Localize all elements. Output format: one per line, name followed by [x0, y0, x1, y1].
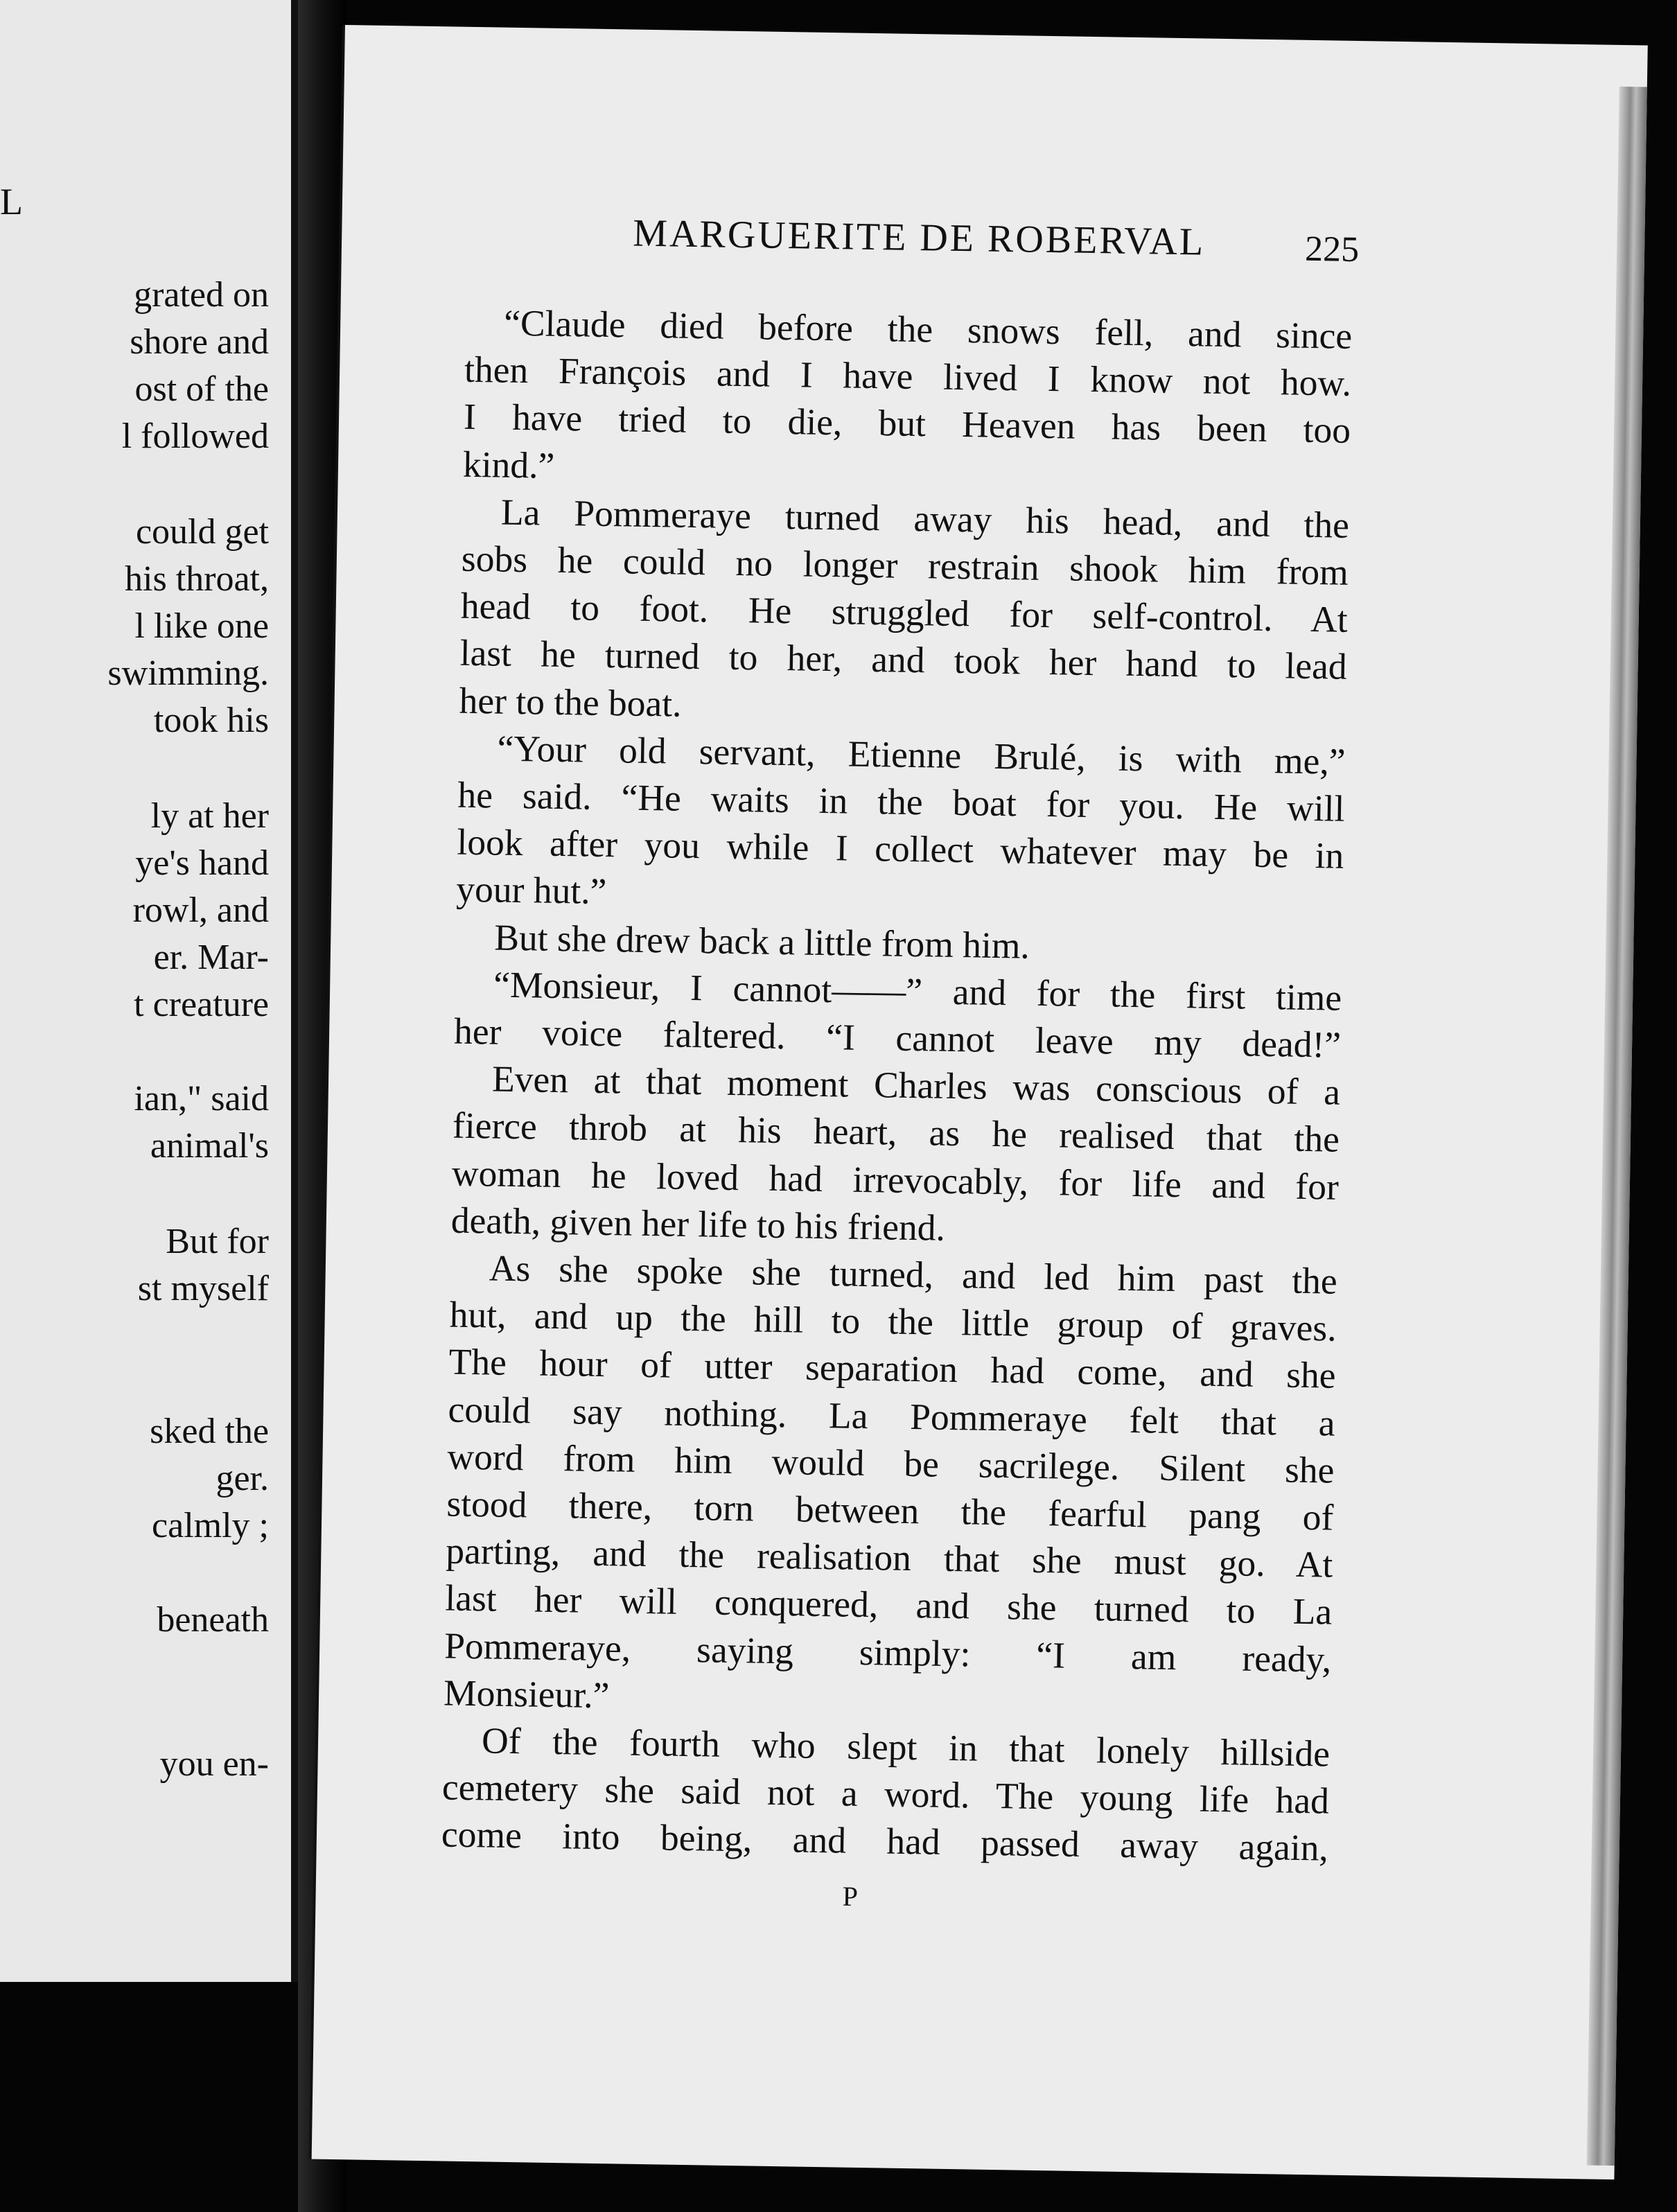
left-page-line: ger. — [216, 1459, 269, 1498]
body-text-line: fierce throb at his heart, as he realised that the — [452, 1104, 1340, 1160]
left-page-line: beneath — [157, 1600, 269, 1640]
body-text-line: As she spoke she turned, and led him past the — [489, 1247, 1338, 1302]
body-text-line: woman he loved had irrevocably, for life and for — [451, 1152, 1340, 1208]
body-text-line: he said. “He waits in the boat for you. He will — [457, 773, 1345, 830]
left-page-line: ian," said — [134, 1079, 269, 1118]
left-page-line: ost of the — [134, 369, 269, 409]
left-page-line: st myself — [137, 1269, 269, 1308]
body-text-line: Of the fourth who slept in that lonely hillside — [481, 1719, 1331, 1775]
body-text-line: last her will conquered, and she turned to La — [444, 1577, 1333, 1633]
page-number: 225 — [1304, 229, 1360, 270]
right-page — [312, 25, 1648, 2179]
left-page-line: But for — [166, 1222, 269, 1261]
left-page-line: l followed — [121, 416, 269, 456]
body-text-line: could say nothing. La Pommeraye felt that a — [448, 1388, 1335, 1444]
body-text-line: Even at that moment Charles was conscious of a — [491, 1057, 1341, 1113]
body-text-line: The hour of utter separation had come, and she — [448, 1340, 1337, 1396]
body-text-line: But she drew back a little from him. — [493, 916, 1030, 967]
left-page-line: er. Mar- — [153, 938, 269, 977]
body-text-line: Pommeraye, saying simply: “I am ready, — [444, 1624, 1332, 1680]
body-text-line: look after you while I collect whatever may be in — [457, 820, 1344, 877]
body-text-line: hut, and up the hill to the little group of graves. — [449, 1293, 1337, 1349]
left-page-line: rowl, and — [132, 890, 269, 930]
left-page-line: animal's — [150, 1126, 269, 1166]
left-page-line: his throat, — [125, 559, 269, 599]
left-page-line: ye's hand — [135, 843, 269, 883]
left-page — [0, 0, 298, 1982]
body-text-line: her voice faltered. “I cannot leave my dead!” — [453, 1010, 1342, 1066]
body-text-line: sobs he could no longer restrain shook him from — [461, 537, 1349, 593]
body-text-line: La Pommeraye turned away his head, and the — [500, 491, 1350, 546]
body-text-line: parting, and the realisation that she must go. At — [445, 1529, 1333, 1586]
left-page-line: swimming. — [107, 653, 269, 693]
body-text-line: death, given her life to his friend. — [450, 1199, 946, 1249]
body-text-line: “Claude died before the snows fell, and since — [503, 301, 1353, 357]
body-text-line: kind.” — [462, 443, 555, 486]
body-text-line: stood there, torn between the fearful pang of — [446, 1482, 1334, 1538]
left-page-line: calmly ; — [152, 1506, 269, 1545]
signature-mark: P — [842, 1880, 859, 1912]
body-text-line: “Monsieur, I cannot——” and for the first time — [493, 963, 1342, 1019]
body-text-line: I have tried to die, but Heaven has been too — [463, 395, 1351, 451]
running-head: MARGUERITE DE ROBERVAL — [632, 211, 1206, 264]
left-page-line: t creature — [134, 985, 269, 1024]
left-page-line: l like one — [134, 606, 269, 646]
body-text-line: come into being, and had passed away again, — [441, 1813, 1329, 1869]
left-page-line: ly at her — [150, 796, 269, 836]
left-page-line: could get — [135, 512, 269, 552]
body-text-line: then François and I have lived I know not how. — [464, 348, 1352, 404]
left-page-running-head: L — [0, 181, 24, 222]
left-page-line: you en- — [159, 1744, 269, 1784]
page-edge — [1587, 87, 1647, 2166]
body-text-line: Monsieur.” — [443, 1671, 610, 1717]
body-text-line: head to foot. He struggled for self-control. At — [460, 584, 1349, 640]
body-text-line: last he turned to her, and took her hand to lead — [459, 631, 1348, 687]
left-page-line: sked the — [150, 1412, 269, 1451]
left-page-line: took his — [153, 701, 269, 740]
left-page-line: grated on — [134, 275, 269, 315]
body-text-line: “Your old servant, Etienne Brulé, is with me,” — [497, 727, 1346, 782]
left-page-line: shore and — [130, 322, 269, 362]
body-text-line: her to the boat. — [459, 679, 683, 725]
body-text-line: your hut.” — [455, 868, 607, 913]
body-text-line: word from him would be sacrilege. Silent she — [447, 1435, 1335, 1491]
body-text-line: cemetery she said not a word. The young life had — [441, 1766, 1330, 1822]
